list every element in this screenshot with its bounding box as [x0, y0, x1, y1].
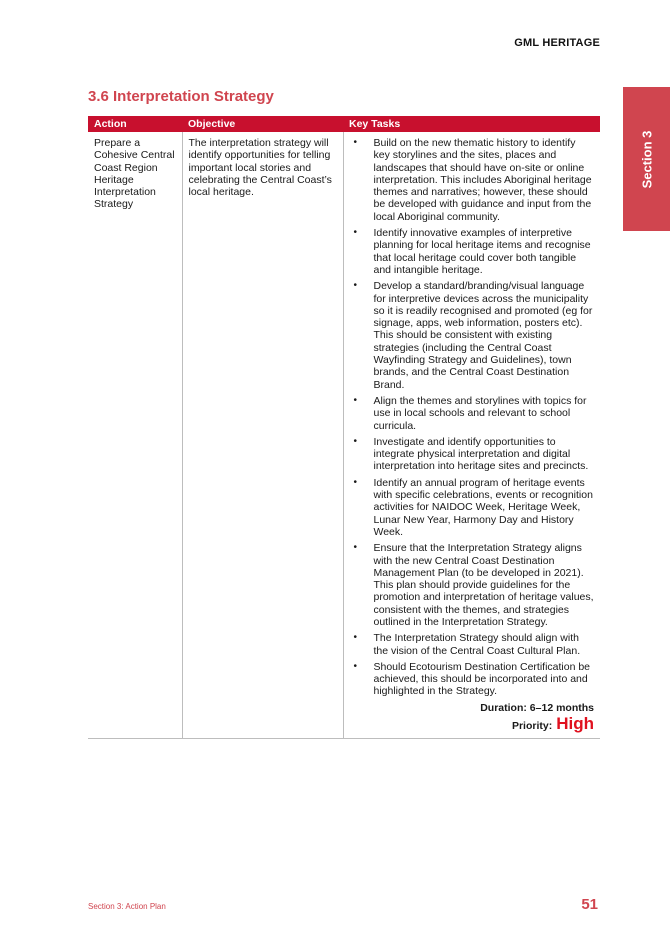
document-header-org: GML HERITAGE — [514, 37, 600, 49]
page-number: 51 — [581, 896, 598, 913]
task-text: Align the themes and storylines with topics for use in local schools and relevant to school curricula. — [373, 394, 587, 432]
duration-label: Duration — [480, 701, 524, 714]
key-tasks-cell — [343, 132, 600, 739]
footer-section-label: Section 3: Action Plan — [88, 902, 166, 911]
bullet-icon: • — [353, 476, 358, 488]
section-tab — [623, 87, 670, 231]
bullet-icon: • — [353, 660, 358, 672]
list-item — [350, 395, 595, 432]
bullet-icon: • — [353, 137, 358, 148]
list-item — [350, 477, 595, 538]
task-text: Should Ecotourism Destination Certification be achieved, this should be incorporated into and highlighted in the Strategy. — [373, 660, 591, 698]
task-text: Identify innovative examples of interpretive planning for local heritage items and recognise that local heritage could cover both tangible and intangible heritage. — [373, 227, 591, 276]
table-row — [88, 132, 600, 739]
bullet-icon: • — [353, 394, 358, 406]
column-header-objective: Objective — [182, 116, 343, 132]
task-text: The Interpretation Strategy should align with the vision of the Central Coast Cultural Plan. — [373, 632, 581, 657]
duration-line — [350, 702, 595, 714]
list-item — [350, 227, 595, 276]
key-tasks-list — [350, 137, 595, 698]
table-header-row — [88, 116, 600, 132]
list-item — [350, 542, 595, 628]
task-text: Ensure that the Interpretation Strategy aligns with the new Central Coast Destination Management Plan (to be developed in 2021). This plan should provide guidelines for the promotion and interpretation of heritage values, consistent with the themes, and strategies outlined in the Interpretation Strategy. — [373, 542, 594, 628]
priority-value: High — [556, 714, 594, 734]
list-item — [350, 280, 595, 391]
list-item — [350, 661, 595, 698]
bullet-icon: • — [353, 542, 358, 554]
task-text: Develop a standard/branding/visual language for interpretive devices across the municipality so it is readily recognised and promoted (eg for signage, apps, web information, posters etc). This should be consistent with existing strategies (including the Central Coast Wayfinding Strategy and Guidelines), town brands, and the Central Coast Destination Brand. — [373, 280, 593, 391]
bullet-icon: • — [353, 632, 358, 644]
task-text: Identify an annual program of heritage events with specific celebrations, events or recognition activities for NAIDOC Week, Heritage Week, Lunar New Year, Harmony Day and History Week. — [373, 476, 593, 538]
list-item — [350, 632, 595, 657]
page-title: 3.6 Interpretation Strategy — [88, 88, 274, 105]
bullet-icon: • — [353, 435, 358, 447]
column-header-key-tasks: Key Tasks — [343, 116, 600, 132]
task-text: Investigate and identify opportunities to integrate physical interpretation and digital interpretation into heritage sites and precincts. — [373, 435, 589, 473]
objective-cell: The interpretation strategy will identify opportunities for telling important local stories and celebrating the Central Coast’s local heritage. — [182, 132, 343, 739]
list-item — [350, 137, 595, 223]
bullet-icon: • — [353, 280, 358, 292]
column-header-action: Action — [88, 116, 182, 132]
action-plan-table — [88, 116, 600, 739]
duration-value: : 6–12 months — [523, 701, 594, 714]
action-cell: Prepare a Cohesive Central Coast Region Heritage Interpretation Strategy — [88, 132, 182, 739]
bullet-icon: • — [353, 227, 358, 239]
section-tab-label: Section 3 — [639, 130, 655, 188]
list-item — [350, 436, 595, 473]
task-text: Build on the new thematic history to identify key storylines and the sites, places and landscapes that should have on-site or online interpretation. This includes Aboriginal heritage themes and narratives; however, these should be developed with guidance and input from the local Aboriginal community. — [373, 137, 592, 223]
priority-label: Priority: — [511, 720, 553, 733]
priority-line — [350, 714, 595, 734]
